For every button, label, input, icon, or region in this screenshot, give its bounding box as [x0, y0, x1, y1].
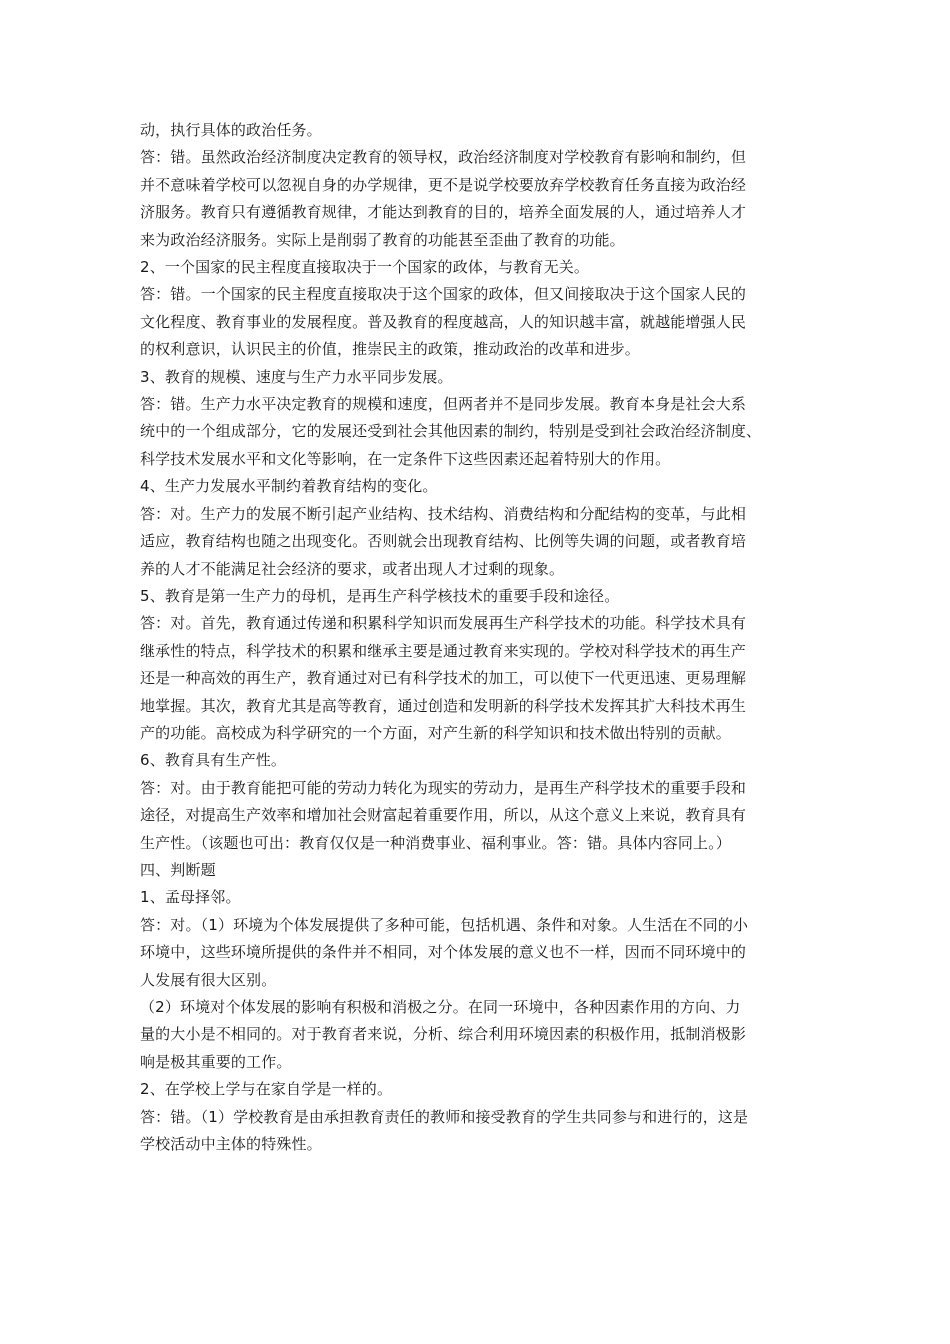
text-line: 答：错。生产力水平决定教育的规模和速度，但两者并不是同步发展。教育本身是社会大系	[140, 395, 747, 414]
text-line: 人发展有很大区别。	[140, 970, 277, 989]
text-line: 动，执行具体的政治任务。	[140, 121, 322, 139]
document-body	[140, 117, 812, 1158]
text-line: 响是极其重要的工作。	[140, 1052, 292, 1071]
question-heading: 3、教育的规模、速度与生产力水平同步发展。	[140, 367, 453, 386]
question-heading: 2、在学校上学与在家自学是一样的。	[140, 1080, 393, 1099]
text-line: 答：错。（1）学校教育是由承担教育责任的教师和接受教育的学生共同参与和进行的，这是	[140, 1107, 749, 1126]
text-line: 统中的一个组成部分，它的发展还受到社会其他因素的制约，特别是受到社会政治经济制度、	[140, 422, 762, 441]
text-line: 的权利意识，认识民主的价值，推崇民主的政策，推动政治的改革和进步。	[140, 340, 640, 359]
question-heading: 4、生产力发展水平制约着教育结构的变化。	[140, 477, 438, 496]
question-heading: 6、教育具有生产性。	[140, 751, 287, 770]
text-line: 养的人才不能满足社会经济的要求，或者出现人才过剩的现象。	[140, 559, 565, 578]
text-line: 适应，教育结构也随之出现变化。否则就会出现教育结构、比例等失调的问题，或者教育培	[140, 532, 747, 551]
text-line: 环境中，这些环境所提供的条件并不相同，对个体发展的意义也不一样，因而不同环境中的	[140, 943, 747, 962]
text-line: 途径，对提高生产效率和增加社会财富起着重要作用，所以，从这个意义上来说，教育具有	[140, 806, 747, 825]
text-line: 并不意味着学校可以忽视自身的办学规律，更不是说学校要放弃学校教育任务直接为政治经	[140, 175, 747, 194]
text-line: 济服务。教育只有遵循教育规律，才能达到教育的目的，培养全面发展的人，通过培养人才	[140, 203, 747, 222]
text-line: 还是一种高效的再生产，教育通过对已有科学技术的加工，可以使下一代更迅速、更易理解	[140, 669, 747, 688]
text-line: 答：错。一个国家的民主程度直接取决于这个国家的政体，但又间接取决于这个国家人民的	[140, 285, 747, 304]
text-line: 答：对。生产力的发展不断引起产业结构、技术结构、消费结构和分配结构的变革，与此相	[140, 504, 747, 523]
section-heading: 四、判断题	[140, 860, 216, 879]
question-heading: 2、一个国家的民主程度直接取决于一个国家的政体，与教育无关。	[140, 258, 590, 277]
text-line: 答：对。（1）环境为个体发展提供了多种可能，包括机遇、条件和对象。人生活在不同的小	[140, 915, 749, 934]
text-line: 学校活动中主体的特殊性。	[140, 1135, 322, 1154]
text-line: （2）环境对个体发展的影响有积极和消极之分。在同一环境中，各种因素作用的方向、力	[140, 998, 741, 1016]
question-heading: 1、孟母择邻。	[140, 888, 241, 907]
text-line: 答：对。由于教育能把可能的劳动力转化为现实的劳动力，是再生产科学技术的重要手段和	[140, 778, 747, 797]
text-line: 科学技术发展水平和文化等影响，在一定条件下这些因素还起着特别大的作用。	[140, 449, 671, 468]
question-heading: 5、教育是第一生产力的母机，是再生产科学核技术的重要手段和途径。	[140, 586, 620, 605]
text-line: 来为政治经济服务。实际上是削弱了教育的功能甚至歪曲了教育的功能。	[140, 230, 625, 249]
text-line: 地掌握。其次，教育尤其是高等教育，通过创造和发明新的科学技术发挥其扩大科技术再生	[140, 696, 747, 715]
text-line: 量的大小是不相同的。对于教育者来说，分析、综合利用环境因素的积极作用，抵制消极影	[140, 1025, 747, 1044]
text-line: 生产性。（该题也可出：教育仅仅是一种消费事业、福利事业。答：错。具体内容同上。）	[140, 833, 732, 852]
text-line: 答：对。首先，教育通过传递和积累科学知识而发展再生产科学技术的功能。科学技术具有	[140, 614, 747, 633]
text-line: 答：错。虽然政治经济制度决定教育的领导权，政治经济制度对学校教育有影响和制约，但	[140, 148, 747, 167]
text-line: 继承性的特点，科学技术的积累和继承主要是通过教育来实现的。学校对科学技术的再生产	[140, 641, 747, 660]
text-line: 文化程度、教育事业的发展程度。普及教育的程度越高，人的知识越丰富，就越能增强人民	[140, 312, 747, 331]
text-line: 产的功能。高校成为科学研究的一个方面，对产生新的科学知识和技术做出特别的贡献。	[140, 723, 731, 742]
